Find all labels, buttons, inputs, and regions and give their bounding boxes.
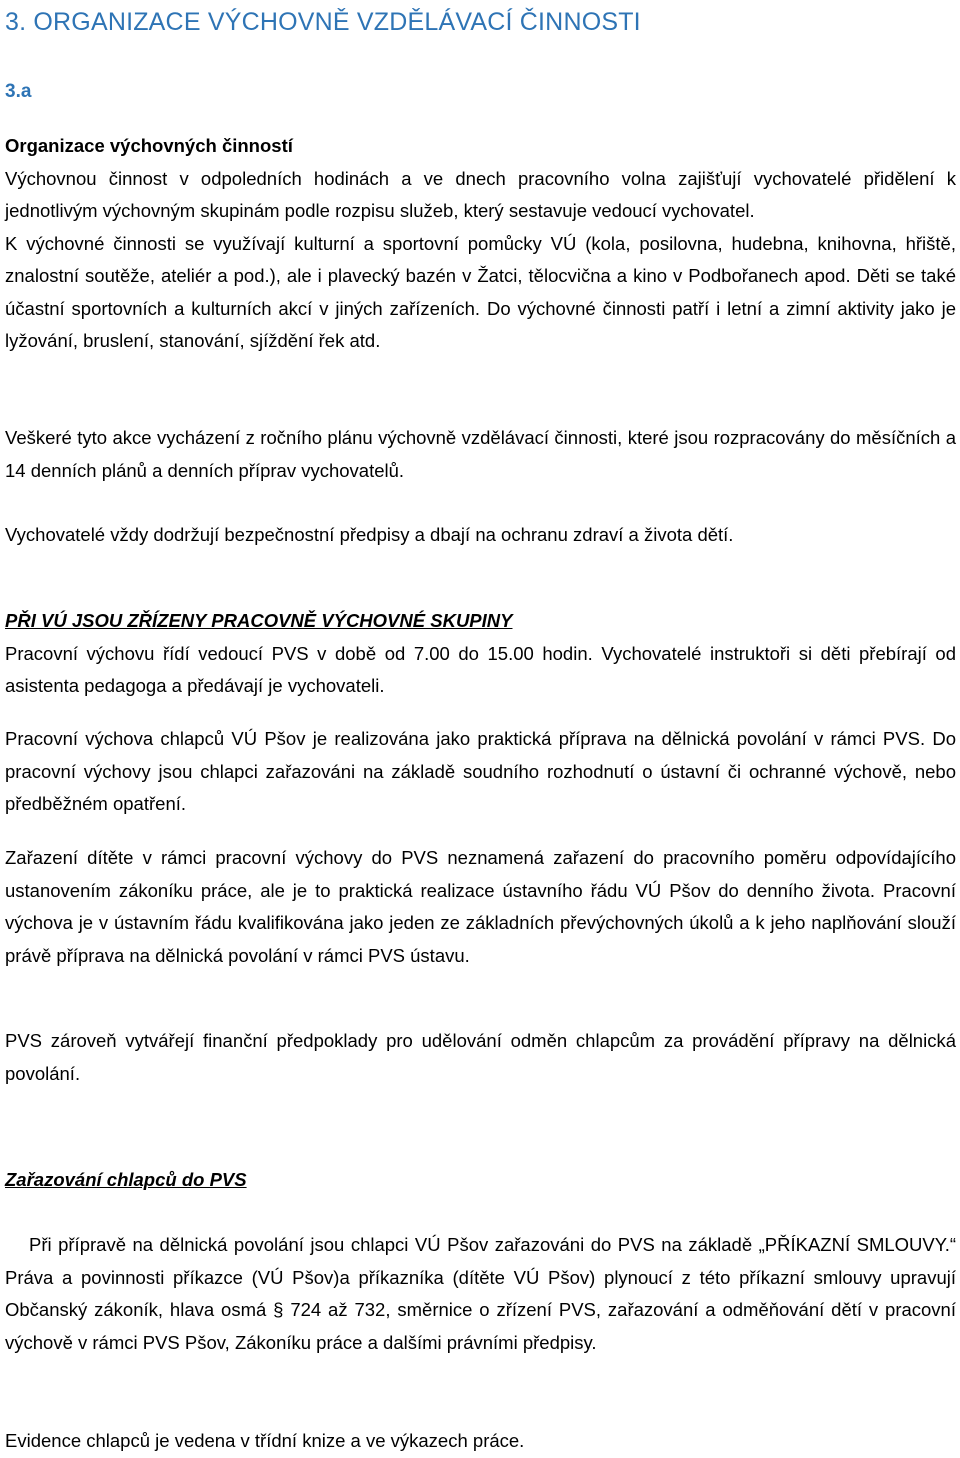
section-organizace: [5, 130, 956, 358]
paragraph: K výchovné činnosti se využívají kulturní a sportovní pomůcky VÚ (kola, posilovna, hudebna, knihovna, hřiště, znalostní soutěže, ateliér a pod.), ale i plavecký bazén v Žatci, tělocvična a kino v Podbořanech apod. Děti se také účastní sportovních a kulturních akcí v jiných zařízeních. Do výchovné činnosti patří i letní a zimní aktivity jako je lyžování, bruslení, stanování, sjíždění řek atd.: [5, 232, 956, 351]
paragraph-text: Zařazení dítěte v rámci pracovní výchovy do PVS neznamená zařazení do pracovního poměru odpovídajícího ustanovením zákoníku práce, ale je to praktická realizace ústavního řádu VÚ Pšov do denního života. Pracovní výchova je v ústavním řádu kvalifikována jako jeden ze základních převýchovných úkolů a k jeho naplňování slouží právě příprava na dělnická povolání v rámci PVS ústavu.: [5, 847, 956, 966]
section-title: PŘI VÚ JSOU ZŘÍZENY PRACOVNĚ VÝCHOVNÉ SKUPINY: [5, 610, 513, 631]
paragraph: [5, 519, 956, 552]
paragraph: [5, 1425, 956, 1458]
paragraph: Pracovní výchovu řídí vedoucí PVS v době od 7.00 do 15.00 hodin. Vychovatelé instruktoři si děti přebírají od asistenta pedagoga a předávají je vychovateli.: [5, 642, 956, 696]
section-title: Zařazování chlapců do PVS: [5, 1169, 247, 1190]
paragraph-text: Veškeré tyto akce vycházení z ročního plánu výchovně vzdělávací činnosti, které jsou rozpracovány do měsíčních a 14 denních plánů a denních příprav vychovatelů.: [5, 427, 956, 481]
section-title: Organizace výchovných činností: [5, 135, 293, 156]
paragraph-text: Evidence chlapců je vedena v třídní knize a ve výkazech práce.: [5, 1430, 525, 1451]
paragraph-text: PVS zároveň vytvářejí finanční předpoklady pro udělování odměn chlapcům za provádění přípravy na dělnická povolání.: [5, 1030, 956, 1084]
section-zarazovani: [5, 1164, 956, 1197]
paragraph: [5, 723, 956, 821]
section-pvs: [5, 605, 956, 703]
section-number: 3.a: [5, 81, 32, 102]
page-heading: 3. ORGANIZACE VÝCHOVNĚ VZDĚLÁVACÍ ČINNOSTI: [5, 8, 641, 36]
paragraph: Výchovnou činnost v odpoledních hodinách a ve dnech pracovního volna zajišťují vychovatelé přidělení k jednotlivým výchovným skupinám podle rozpisu služeb, který sestavuje vedoucí vychovatel.: [5, 167, 956, 221]
paragraph-text: Při přípravě na dělnická povolání jsou chlapci VÚ Pšov zařazováni do PVS na základě „PŘÍKAZNÍ SMLOUVY.“ Práva a povinnosti příkazce (VÚ Pšov)a příkazníka (dítěte VÚ Pšov) plynoucí z této příkazní smlouvy upravují Občanský zákoník, hlava osmá § 724 až 732, směrnice o zřízení PVS, zařazování a odměňování dětí v pracovní výchově v rámci PVS Pšov, Zákoníku práce a dalšími právními předpisy.: [5, 1234, 956, 1353]
paragraph-text: Vychovatelé vždy dodržují bezpečnostní předpisy a dbají na ochranu zdraví a života dětí.: [5, 524, 734, 545]
paragraph-text: Pracovní výchova chlapců VÚ Pšov je realizována jako praktická příprava na dělnická povolání v rámci PVS. Do pracovní výchovy jsou chlapci zařazováni na základě soudního rozhodnutí o ústavní či ochranné výchově, nebo předběžném opatření.: [5, 728, 956, 814]
paragraph: [5, 422, 956, 487]
paragraph: [5, 1025, 956, 1090]
paragraph: [5, 1229, 956, 1359]
paragraph: [5, 842, 956, 972]
